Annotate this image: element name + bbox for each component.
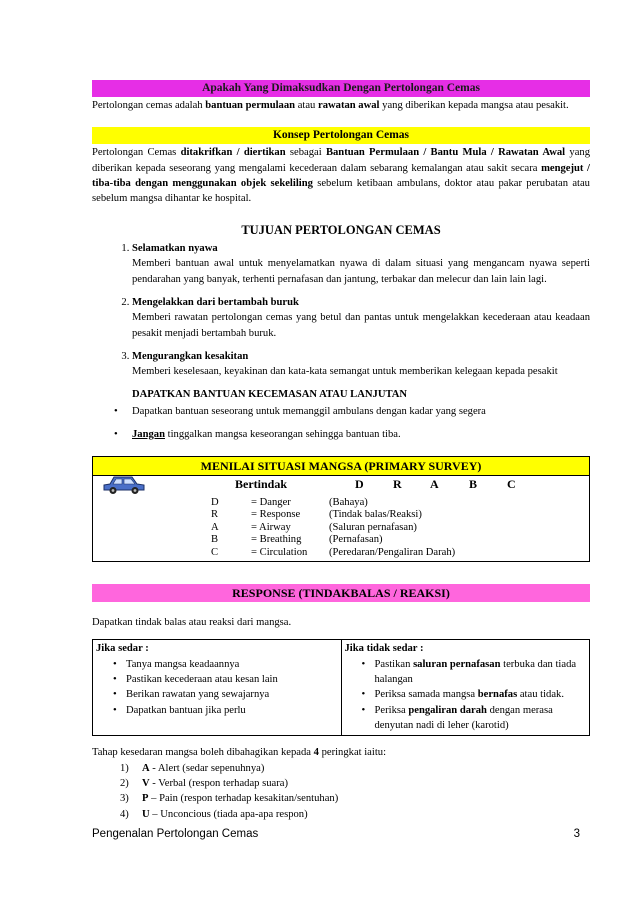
objective-item [132,241,590,287]
list-item [345,687,586,702]
malay: (Peredaran/Pengaliran Darah) [329,546,456,558]
emergency-bullets [92,404,590,442]
list-item [345,703,586,734]
page-footer [92,826,590,843]
text: Pertolongan Cemas [92,147,181,159]
text-bold: ditakrifkan / diertikan [180,147,286,159]
drabc-row [211,534,479,547]
text-bold: 4 [313,747,319,759]
drabc-letter: R [393,476,402,491]
bullet-item [92,427,590,442]
level-key: V [142,778,150,790]
text-bold: bantuan permulaan [205,100,296,111]
list-item: • Pastikan kecederaan atau kesan lain [96,672,337,687]
footer-title: Pengenalan Pertolongan Cemas [92,828,259,840]
text: terbuka dan tiada halangan [374,658,577,685]
text-bold: pengaliran darah [408,704,487,716]
emergency-help-title: DAPATKAN BANTUAN KECEMASAN ATAU LANJUTAN [132,388,408,400]
english: = Breathing [251,534,302,546]
column-heading: Jika sedar : [96,643,149,655]
drabc-letter: B [469,476,478,491]
primary-survey-box [92,456,590,562]
section-heading-definition: Apakah Yang Dimaksudkan Dengan Pertolongan Cemas [92,80,590,97]
malay: (Bahaya) [329,496,368,508]
level-text: - Alert (sedar sepenuhnya) [149,762,265,774]
response-intro: Dapatkan tindak balas atau reaksi dari mangsa. [92,616,292,628]
section-heading-objectives: TUJUAN PERTOLONGAN CEMAS [241,222,441,237]
drabc-row [211,522,479,535]
malay: (Pernafasan) [329,534,383,546]
drabc-table [211,497,479,560]
consciousness-table [92,639,590,736]
text: atau tidak. [517,689,564,701]
text-underlined: Jangan [132,428,165,440]
text: Periksa samada mangsa [374,689,478,701]
objective-title: 1. Selamatkan nyawa [132,242,218,254]
letter: R [211,509,219,521]
level-item [118,791,590,806]
objective-text: Memberi rawatan pertolongan cemas yang betul dan pantas untuk mengelakkan kecederaan atau keadaan pesakit menjadi bertambah buruk. [132,312,590,339]
objective-item [132,295,590,341]
text: Pastikan [374,658,414,670]
english: = Danger [251,496,291,508]
text: yang diberikan kepada seseorang yang mengalami kecederaan dalam sebarang kemalangan atau sakit secara [92,147,590,174]
text: Pertolongan cemas adalah [92,100,206,111]
list-item: • Dapatkan bantuan jika perlu [96,703,337,718]
drabc-row [211,497,479,510]
malay: (Saluran pernafasan) [329,521,417,533]
text-bold: mengejut / tiba-tiba dengan menggunakan objek sekeliling [92,162,590,190]
levels-intro [92,745,590,760]
drabc-row [211,509,479,522]
objectives-list [92,241,590,402]
level-number: 4) [120,808,129,820]
text: yang diberikan kepada mangsa atau pesakit. [379,100,569,111]
text: Tahap kesedaran mangsa boleh dibahagikan kepada [92,747,314,759]
primary-survey-title: MENILAI SITUASI MANGSA (PRIMARY SURVEY) [93,457,589,476]
text: sebagai [285,147,326,159]
level-number: 3) [120,793,129,805]
text: dengan merasa denyutan nadi di leher (karotid) [374,704,553,732]
letter: C [211,546,219,558]
car-icon [101,472,147,496]
text: Periksa [374,704,409,716]
text-bold: saluran pernafasan [413,658,501,670]
level-item [118,761,590,776]
text: peringkat iaitu: [318,747,387,759]
letter: A [211,521,219,533]
level-key: A [142,762,150,774]
drabc-letter: D [355,476,364,491]
objective-item [132,349,590,402]
objective-text: Memberi bantuan awal untuk menyelamatkan nyawa di dalam situasi yang mengancam nyawa seperti pendarahan yang banyak, terhenti pernafasan dan jantung, terbakar dan melecur dan lain lain lagi. [132,258,590,285]
objective-title: 2. Mengelakkan dari bertambah buruk [132,297,299,308]
column-heading: Jika tidak sedar : [344,643,424,655]
definition-text [92,98,590,113]
bullet-item: • Dapatkan bantuan seseorang untuk memanggil ambulans dengan kadar yang segera [92,404,590,419]
list-item: • Berikan rawatan yang sewajarnya [96,687,337,702]
objective-text: Memberi keselesaan, keyakinan dan kata-kata semangat untuk memberikan kelegaan kepada pesakit [132,366,558,378]
document-page [92,80,590,822]
unconscious-column [341,640,590,735]
english: = Circulation [251,546,308,558]
concept-text [92,145,590,206]
letter: D [211,496,219,508]
letter: B [211,534,219,546]
text: atau [295,100,318,111]
drabc-letter: C [507,476,516,491]
level-text: – Pain (respon terhadap kesakitan/sentuhan) [148,793,339,805]
list-item [345,657,586,688]
drabc-row [211,547,479,560]
text: tinggalkan mangsa keseorangan sehingga bantuan tiba. [164,428,401,440]
conscious-column [93,640,341,735]
levels-list [92,761,590,822]
level-key: U [142,808,150,820]
list-item: • Tanya mangsa keadaannya [96,657,337,672]
section-heading-concept: Konsep Pertolongan Cemas [92,127,590,144]
page-number: 3 [573,828,580,840]
level-key: P [142,793,149,805]
level-item [118,776,590,791]
primary-survey-body [93,476,589,561]
text-bold: rawatan awal [318,100,380,111]
text: sebelum ketibaan ambulans, doktor atau pakar perubatan atau sebelum mangsa dihantar ke hospital. [92,178,590,205]
english: = Airway [251,521,291,533]
malay: (Tindak balas/Reaksi) [329,509,422,521]
text-bold: Bantuan Permulaan / Bantu Mula / Rawatan Awal [325,147,566,159]
level-number: 2) [120,778,129,790]
text-bold: bernafas [477,689,518,701]
conscious-list [96,657,337,718]
level-item [118,807,590,822]
english: = Response [251,509,301,521]
section-heading-response: RESPONSE (TINDAKBALAS / REAKSI) [92,584,590,602]
unconscious-list [345,657,586,734]
action-label: Bertindak [235,476,288,491]
objective-title: 3. Mengurangkan kesakitan [132,351,249,363]
drabc-letter: A [430,476,439,491]
level-number: 1) [120,762,129,774]
level-text: – Unconcious (tiada apa-apa respon) [149,808,308,820]
level-text: - Verbal (respon terhadap suara) [149,778,289,790]
